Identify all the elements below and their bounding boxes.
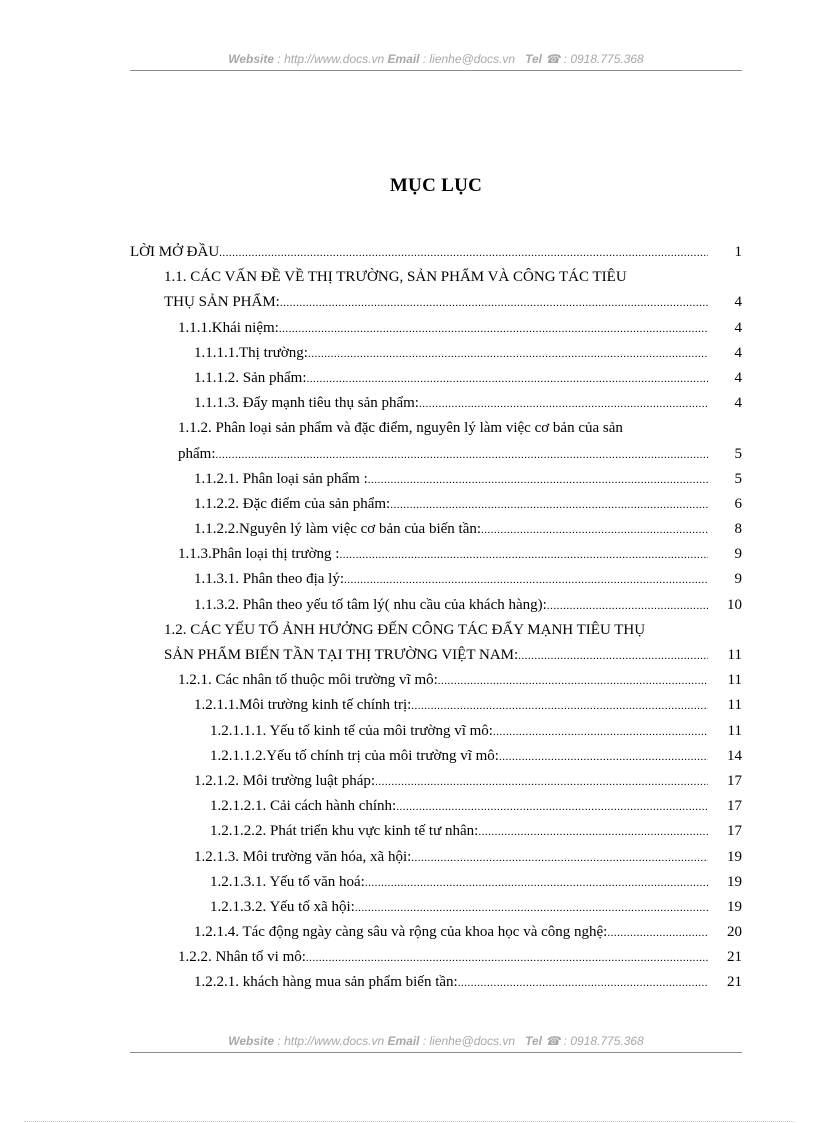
toc-entry[interactable] bbox=[130, 895, 742, 920]
footer-divider bbox=[130, 1052, 742, 1053]
toc-entry-title: 1.2.1.1.1. Yếu tố kinh tế của môi trường vĩ mô: bbox=[210, 722, 493, 739]
toc-dot-leader bbox=[279, 317, 708, 342]
email-label: Email bbox=[387, 52, 420, 66]
toc-page-number: 6 bbox=[734, 495, 742, 512]
toc-page-number: 19 bbox=[727, 898, 742, 915]
toc-page-number: 17 bbox=[727, 798, 742, 815]
page-bottom-border bbox=[24, 1121, 794, 1122]
email-sep: : bbox=[419, 52, 430, 66]
toc-page-number: 1 bbox=[734, 244, 742, 260]
footer-tel-sep: : bbox=[560, 1034, 571, 1048]
toc-entry[interactable] bbox=[130, 240, 742, 265]
toc-page-number: 19 bbox=[727, 848, 742, 865]
table-of-contents bbox=[130, 240, 742, 996]
toc-dot-leader bbox=[306, 946, 708, 971]
tel-label: Tel bbox=[525, 52, 542, 66]
toc-entry[interactable] bbox=[130, 366, 742, 391]
toc-entry-title: 1.1.2.2. Đặc điểm của sản phẩm: bbox=[194, 495, 391, 512]
toc-page-number: 11 bbox=[727, 647, 742, 663]
toc-entry[interactable] bbox=[130, 769, 742, 794]
toc-entry-title: 1.2.2.1. khách hàng mua sản phẩm biến tần: bbox=[194, 974, 458, 991]
tel-sep: : bbox=[560, 52, 571, 66]
toc-entry[interactable] bbox=[130, 442, 742, 467]
toc-dot-leader bbox=[499, 745, 708, 770]
footer-tel-value: 0918.775.368 bbox=[570, 1034, 644, 1048]
toc-entry[interactable] bbox=[130, 970, 742, 995]
toc-entry-title: 1.2.1.2.2. Phát triển khu vực kinh tế tư nhân: bbox=[210, 823, 479, 840]
toc-page-number: 17 bbox=[727, 823, 742, 840]
toc-entry-title: 1.2. CÁC YẾU TỐ ẢNH HƯỞNG ĐẾN CÔNG TÁC ĐẨY MẠNH TIÊU THỤ bbox=[164, 621, 646, 638]
header-divider bbox=[130, 70, 742, 71]
toc-dot-leader bbox=[390, 493, 708, 518]
toc-entry-title: 1.1.2. Phân loại sản phẩm và đặc điểm, nguyên lý làm việc cơ bản của sản bbox=[178, 420, 623, 437]
toc-entry[interactable] bbox=[130, 870, 742, 895]
toc-entry-title: 1.2.1.2. Môi trường luật pháp: bbox=[194, 772, 376, 789]
toc-dot-leader bbox=[368, 468, 708, 493]
toc-entry[interactable] bbox=[130, 492, 742, 517]
toc-entry[interactable] bbox=[130, 593, 742, 618]
toc-page-number: 9 bbox=[734, 546, 742, 563]
toc-dot-leader bbox=[607, 921, 708, 946]
toc-page-number: 21 bbox=[727, 949, 742, 966]
footer-website-sep: : bbox=[274, 1034, 285, 1048]
toc-dot-leader bbox=[438, 669, 708, 694]
toc-entry[interactable] bbox=[130, 542, 742, 567]
toc-page-number: 19 bbox=[727, 873, 742, 890]
toc-dot-leader bbox=[216, 443, 709, 468]
toc-page-number: 8 bbox=[734, 521, 742, 538]
toc-entry[interactable] bbox=[130, 618, 742, 643]
toc-entry-title: 1.1.3.2. Phân theo yếu tố tâm lý( nhu cầu của khách hàng): bbox=[194, 596, 547, 613]
toc-dot-leader bbox=[396, 795, 708, 820]
toc-dot-leader bbox=[355, 896, 708, 921]
footer-email-sep: : bbox=[419, 1034, 430, 1048]
toc-entry-title: 1.2.2. Nhân tố vi mô: bbox=[178, 949, 306, 966]
toc-entry-title: 1.1.3.Phân loại thị trường : bbox=[178, 546, 340, 563]
toc-entry[interactable] bbox=[130, 290, 742, 315]
toc-page-number: 20 bbox=[727, 924, 742, 941]
toc-entry-title: 1.1.2.2.Nguyên lý làm việc cơ bản của biến tần: bbox=[194, 521, 482, 538]
website-label: Website bbox=[228, 52, 275, 66]
toc-page-number: 4 bbox=[734, 294, 742, 311]
toc-page-number: 21 bbox=[727, 974, 742, 991]
toc-page-number: 4 bbox=[734, 395, 742, 412]
page-header bbox=[130, 52, 742, 66]
toc-page-number: 11 bbox=[727, 672, 742, 689]
toc-entry[interactable] bbox=[130, 416, 742, 441]
toc-entry[interactable] bbox=[130, 643, 742, 668]
toc-page-number: 14 bbox=[727, 747, 742, 764]
toc-entry[interactable] bbox=[130, 719, 742, 744]
toc-page-number: 11 bbox=[727, 722, 742, 739]
toc-entry-title: 1.2.1.3.1. Yếu tố văn hoá: bbox=[210, 873, 365, 890]
toc-entry[interactable] bbox=[130, 845, 742, 870]
toc-entry-title: 1.1. CÁC VẤN ĐỀ VỀ THỊ TRƯỜNG, SẢN PHẨM VÀ CÔNG TÁC TIÊU bbox=[164, 269, 627, 286]
toc-entry-title: 1.1.3.1. Phân theo địa lý: bbox=[194, 571, 344, 588]
toc-page-number: 17 bbox=[727, 772, 742, 789]
footer-phone-icon: ☎ bbox=[545, 1034, 561, 1048]
toc-dot-leader bbox=[419, 392, 708, 417]
toc-dot-leader bbox=[308, 342, 708, 367]
toc-dot-leader bbox=[307, 367, 709, 392]
toc-dot-leader bbox=[493, 720, 708, 745]
toc-page-number: 5 bbox=[734, 470, 742, 487]
toc-dot-leader bbox=[339, 543, 708, 568]
toc-entry-title: 1.1.1.1.Thị trường: bbox=[194, 344, 308, 361]
toc-entry-title: 1.2.1.2.1. Cải cách hành chính: bbox=[210, 798, 397, 815]
tel-value: 0918.775.368 bbox=[570, 52, 644, 66]
toc-dot-leader bbox=[518, 644, 708, 669]
toc-page-number: 5 bbox=[734, 445, 742, 462]
toc-page-number: 11 bbox=[727, 697, 742, 714]
toc-entry-title: 1.1.1.Khái niệm: bbox=[178, 319, 279, 336]
toc-dot-leader bbox=[411, 694, 708, 719]
toc-entry[interactable] bbox=[130, 316, 742, 341]
toc-entry[interactable] bbox=[130, 920, 742, 945]
toc-dot-leader bbox=[458, 971, 708, 996]
toc-entry-title: THỤ SẢN PHẨM: bbox=[164, 294, 280, 311]
toc-entry-title: 1.2.1.1.Môi trường kinh tế chính trị: bbox=[194, 697, 412, 714]
toc-entry-title: 1.1.2.1. Phân loại sản phẩm : bbox=[194, 470, 368, 487]
toc-entry[interactable] bbox=[130, 668, 742, 693]
website-url[interactable]: http://www.docs.vn bbox=[284, 52, 385, 66]
toc-entry-title: 1.2.1.3.2. Yếu tố xã hội: bbox=[210, 898, 355, 915]
toc-entry[interactable] bbox=[130, 467, 742, 492]
footer-tel-label: Tel bbox=[525, 1034, 542, 1048]
toc-page-number: 4 bbox=[734, 369, 742, 386]
toc-dot-leader bbox=[478, 820, 708, 845]
toc-dot-leader bbox=[375, 770, 708, 795]
page-title: MỤC LỤC bbox=[389, 175, 483, 196]
toc-page-number: 10 bbox=[727, 596, 742, 613]
website-sep: : bbox=[274, 52, 285, 66]
footer-email-label: Email bbox=[387, 1034, 420, 1048]
toc-dot-leader bbox=[411, 846, 708, 871]
toc-entry-title: phẩm: bbox=[178, 445, 216, 462]
toc-entry[interactable] bbox=[130, 341, 742, 366]
toc-dot-leader bbox=[344, 568, 708, 593]
toc-entry-title: 1.2.1. Các nhân tố thuộc môi trường vĩ mô: bbox=[178, 672, 438, 689]
toc-entry-title: 1.2.1.3. Môi trường văn hóa, xã hội: bbox=[194, 848, 412, 865]
toc-entry[interactable] bbox=[130, 517, 742, 542]
toc-entry[interactable] bbox=[130, 693, 742, 718]
toc-entry-title: LỜI MỞ ĐẦU bbox=[130, 244, 220, 260]
footer-email-value[interactable]: lienhe@docs.vn bbox=[429, 1034, 516, 1048]
toc-entry[interactable] bbox=[130, 567, 742, 592]
toc-dot-leader bbox=[280, 291, 708, 316]
toc-entry[interactable] bbox=[130, 744, 742, 769]
phone-icon: ☎ bbox=[545, 52, 561, 66]
toc-dot-leader bbox=[365, 871, 708, 896]
email-value[interactable]: lienhe@docs.vn bbox=[429, 52, 516, 66]
toc-entry[interactable] bbox=[130, 391, 742, 416]
toc-entry-title: 1.1.1.3. Đẩy mạnh tiêu thụ sản phẩm: bbox=[194, 395, 419, 412]
toc-page-number: 4 bbox=[734, 319, 742, 336]
toc-entry-title: 1.1.1.2. Sản phẩm: bbox=[194, 369, 307, 386]
toc-entry[interactable] bbox=[130, 945, 742, 970]
footer-website-url[interactable]: http://www.docs.vn bbox=[284, 1034, 385, 1048]
page-footer bbox=[130, 1034, 742, 1048]
toc-entry-title: SẢN PHẨM BIẾN TẦN TẠI THỊ TRƯỜNG VIỆT NAM: bbox=[164, 647, 519, 663]
toc-entry-title: 1.2.1.4. Tác động ngày càng sâu và rộng của khoa học và công nghệ: bbox=[194, 924, 608, 941]
toc-entry[interactable] bbox=[130, 265, 742, 290]
footer-website-label: Website bbox=[228, 1034, 275, 1048]
toc-page-number: 4 bbox=[734, 344, 742, 361]
toc-entry[interactable] bbox=[130, 794, 742, 819]
toc-dot-leader bbox=[481, 518, 708, 543]
toc-dot-leader bbox=[219, 241, 708, 266]
toc-dot-leader bbox=[547, 594, 708, 619]
toc-entry[interactable] bbox=[130, 819, 742, 844]
toc-page-number: 9 bbox=[734, 571, 742, 588]
toc-entry-title: 1.2.1.1.2.Yếu tố chính trị của môi trường vĩ mô: bbox=[210, 747, 499, 764]
